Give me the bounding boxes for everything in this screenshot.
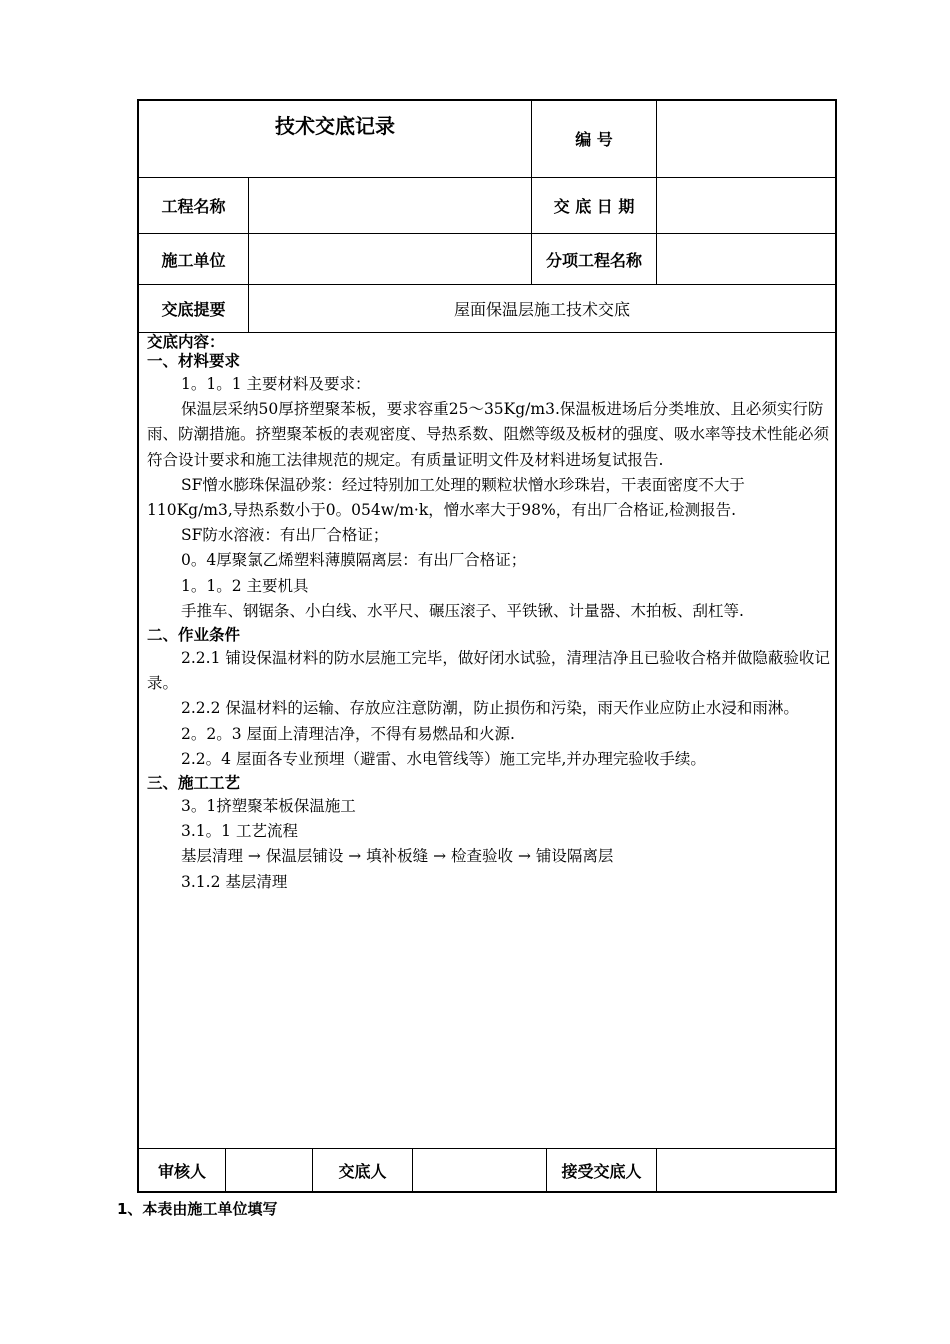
- project-name-field[interactable]: [249, 178, 531, 233]
- content-paragraph: 2.2.2 保温材料的运输、存放应注意防潮，防止损伤和污染，雨天作业应防止水浸和雨淋。: [181, 699, 799, 718]
- content-paragraph: 1。1。2 主要机具: [181, 576, 309, 595]
- disclosure-content: [147, 334, 830, 895]
- content-paragraph: 3.1.2 基层清理: [181, 872, 288, 891]
- content-paragraph: 保温层采纳50厚挤塑聚苯板，要求容重25～35Kg/m3.保温板进场后分类堆放、且必须实行防雨、防潮措施。挤塑聚苯板的表观密度、导热系数、阻燃等级及板材的强度、吸水率等技术性能必须符合设计要求和施工法律规范的规定。有质量证明文件及材料进场复试报告.: [147, 400, 830, 469]
- content-paragraph: SF防水溶液：有出厂合格证；: [181, 526, 389, 545]
- reviewer-field[interactable]: [226, 1149, 312, 1192]
- contractor-field[interactable]: [249, 234, 531, 284]
- number-label: 编 号: [575, 130, 613, 149]
- document-title: 技术交底记录: [275, 113, 395, 138]
- content-paragraph: 2。2。3 屋面上清理洁净，不得有易燃品和火源.: [181, 724, 515, 743]
- section-heading: 二、作业条件: [147, 626, 241, 645]
- content-paragraph: 手推车、钢锯条、小白线、水平尺、碾压滚子、平铁锹、计量器、木拍板、刮杠等.: [181, 601, 744, 620]
- row-divider: [137, 332, 837, 333]
- date-label: 交 底 日 期: [553, 197, 635, 216]
- section-heading: 三、施工工艺: [147, 774, 241, 793]
- content-paragraph: 1。1。1 主要材料及要求：: [181, 375, 371, 393]
- content-label: 交底内容：: [147, 333, 225, 351]
- receiver-label: 接受交底人: [561, 1162, 642, 1181]
- date-field[interactable]: [657, 178, 835, 233]
- content-lines: [147, 350, 830, 895]
- content-paragraph: 3。1挤塑聚苯板保温施工: [181, 797, 356, 816]
- sub-project-field[interactable]: [657, 234, 835, 284]
- content-paragraph: 基层清理 → 保温层铺设 → 填补板缝 → 检查验收 → 铺设隔离层: [181, 847, 614, 866]
- footer-note: 1、本表由施工单位填写: [117, 1200, 278, 1218]
- content-paragraph: 2.2。4 屋面各专业预埋（避雷、水电管线等）施工完毕,并办理完验收手续。: [181, 749, 706, 768]
- project-name-label: 工程名称: [161, 197, 226, 216]
- content-paragraph: 0。4厚聚氯乙烯塑料薄膜隔离层：有出厂合格证；: [181, 551, 527, 570]
- discloser-field[interactable]: [413, 1149, 546, 1192]
- summary-field[interactable]: 屋面保温层施工技术交底: [453, 300, 630, 319]
- sub-project-label: 分项工程名称: [545, 250, 642, 270]
- contractor-label: 施工单位: [161, 250, 226, 270]
- content-paragraph: SF憎水膨珠保温砂浆：经过特别加工处理的颗粒状憎水珍珠岩，干表面密度不大于110Kg/m3,导热系数小于0。054w/m·k，憎水率大于98%，有出厂合格证,检测报告.: [147, 475, 745, 520]
- content-paragraph: 3.1。1 工艺流程: [181, 822, 298, 841]
- content-paragraph: 2.2.1 铺设保温材料的防水层施工完毕，做好闭水试验，清理洁净且已验收合格并做隐蔽验收记录。: [147, 649, 830, 693]
- reviewer-label: 审核人: [157, 1162, 206, 1181]
- receiver-field[interactable]: [657, 1149, 835, 1192]
- section-heading: 一、材料要求: [147, 352, 241, 370]
- number-field[interactable]: [657, 100, 835, 177]
- discloser-label: 交底人: [338, 1162, 387, 1181]
- summary-label: 交底提要: [161, 300, 226, 319]
